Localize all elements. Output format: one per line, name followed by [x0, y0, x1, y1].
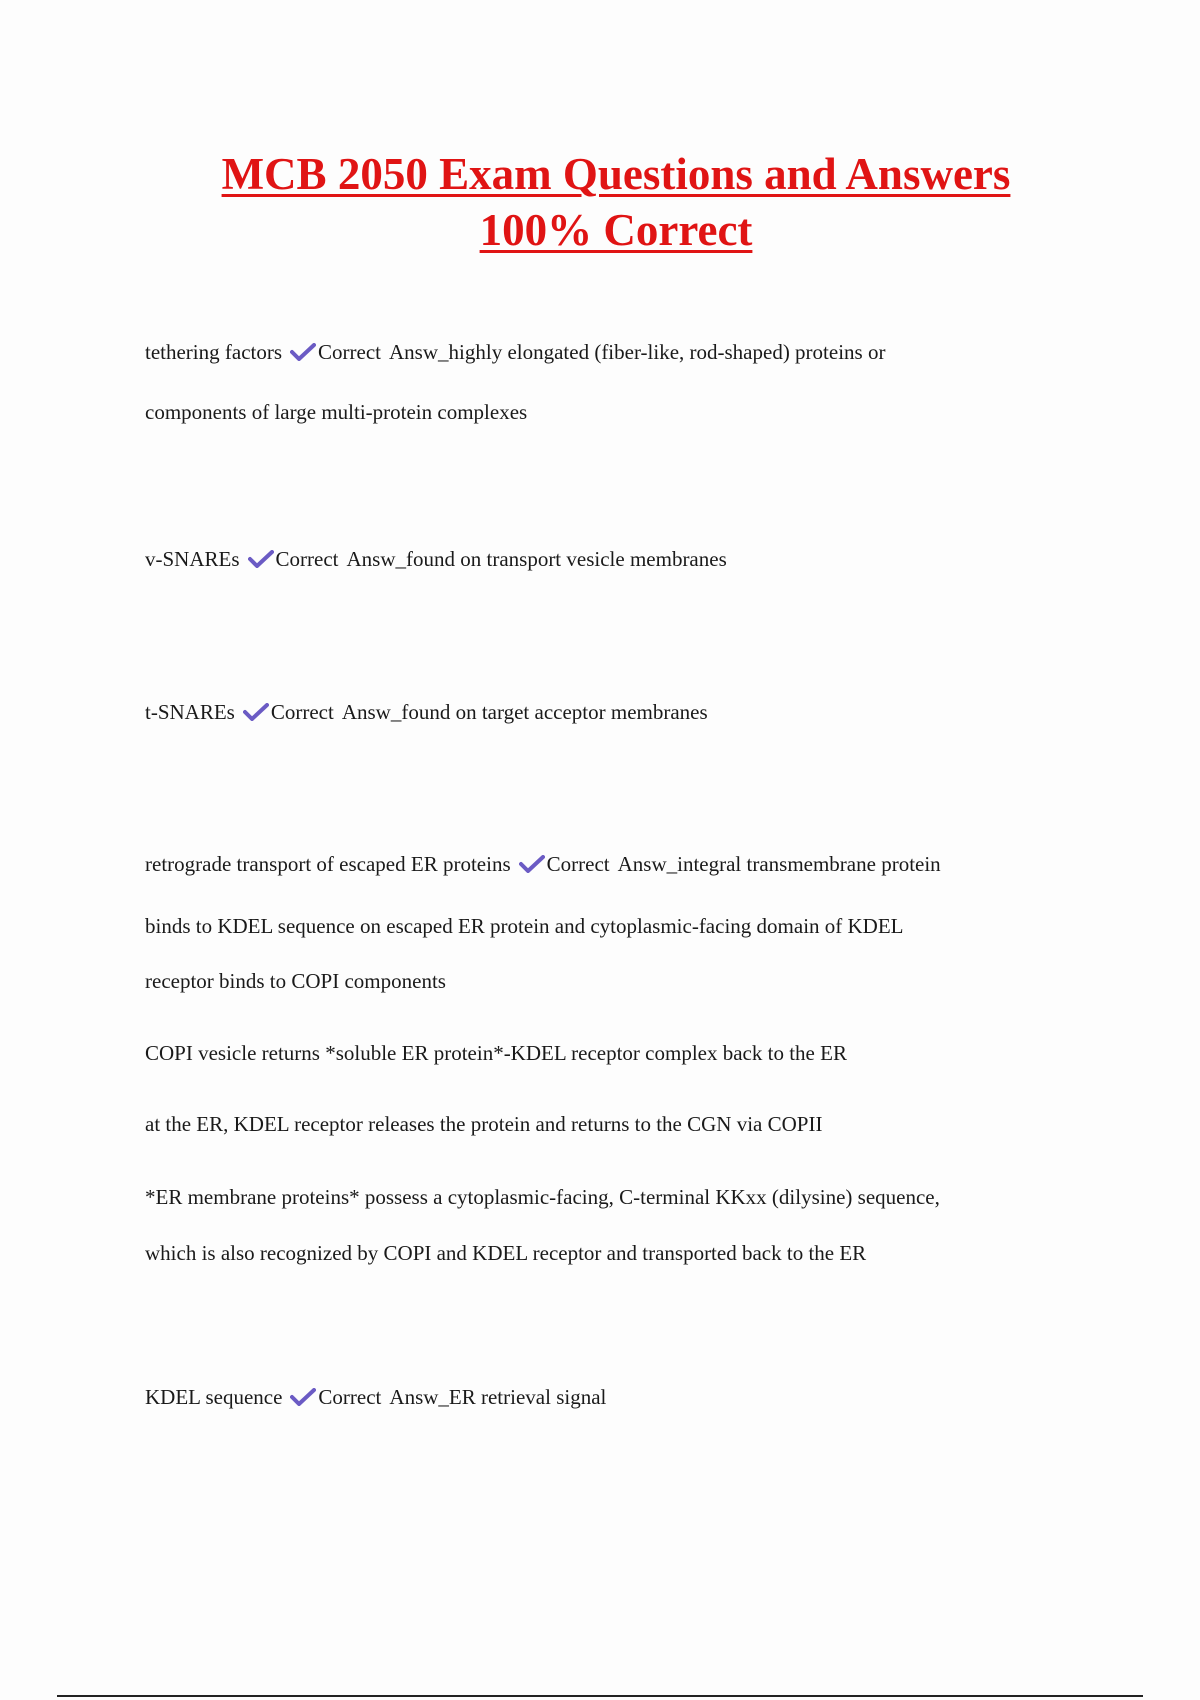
- checkmark-icon: [248, 550, 274, 568]
- qa-entry-t-snares: [145, 700, 708, 725]
- footer-divider: [57, 1695, 1143, 1697]
- entry-answer: Answ_integral transmembrane protein: [617, 852, 941, 876]
- entry-term: t-SNAREs: [145, 700, 235, 724]
- entry-answer-continuation: at the ER, KDEL receptor releases the protein and returns to the CGN via COPII: [145, 1112, 823, 1136]
- title-line-1: MCB 2050 Exam Questions and Answers: [221, 149, 1011, 199]
- correct-label: Correct: [318, 1385, 382, 1409]
- qa-entry-v-snares: [145, 547, 727, 572]
- entry-answer-continuation: COPI vesicle returns *soluble ER protein*-KDEL receptor complex back to the ER: [145, 1041, 847, 1065]
- entry-answer-continuation: *ER membrane proteins* possess a cytoplasmic-facing, C-terminal KKxx (dilysine) sequence,: [145, 1185, 940, 1209]
- checkmark-icon: [519, 855, 545, 873]
- checkmark-icon: [243, 703, 269, 721]
- qa-entry-kdel-sequence: [145, 1385, 606, 1410]
- correct-label: Correct: [270, 700, 334, 724]
- entry-answer-continuation: receptor binds to COPI components: [145, 969, 446, 993]
- correct-label: Correct: [318, 340, 382, 364]
- correct-label: Correct: [546, 852, 610, 876]
- entry-answer: Answ_highly elongated (fiber-like, rod-shaped) proteins or: [389, 340, 886, 364]
- checkmark-icon: [290, 1388, 316, 1406]
- entry-answer-continuation: binds to KDEL sequence on escaped ER protein and cytoplasmic-facing domain of KDEL: [145, 914, 904, 938]
- entry-answer-continuation: which is also recognized by COPI and KDEL receptor and transported back to the ER: [145, 1241, 867, 1265]
- entry-term: tethering factors: [145, 340, 283, 364]
- qa-entry-retrograde-transport: [145, 852, 941, 877]
- entry-answer: Answ_found on target acceptor membranes: [341, 700, 708, 724]
- title-line-2: 100% Correct: [479, 205, 753, 255]
- entry-term: retrograde transport of escaped ER proteins: [145, 852, 511, 876]
- qa-entry-tethering-factors: [145, 340, 885, 365]
- correct-label: Correct: [275, 547, 339, 571]
- checkmark-icon: [290, 343, 316, 361]
- entry-term: v-SNAREs: [145, 547, 240, 571]
- document-title: [0, 146, 1200, 258]
- entry-answer: Answ_ER retrieval signal: [389, 1385, 607, 1409]
- entry-answer: Answ_found on transport vesicle membranes: [346, 547, 727, 571]
- entry-answer-continuation: components of large multi-protein complexes: [145, 400, 528, 424]
- entry-term: KDEL sequence: [145, 1385, 283, 1409]
